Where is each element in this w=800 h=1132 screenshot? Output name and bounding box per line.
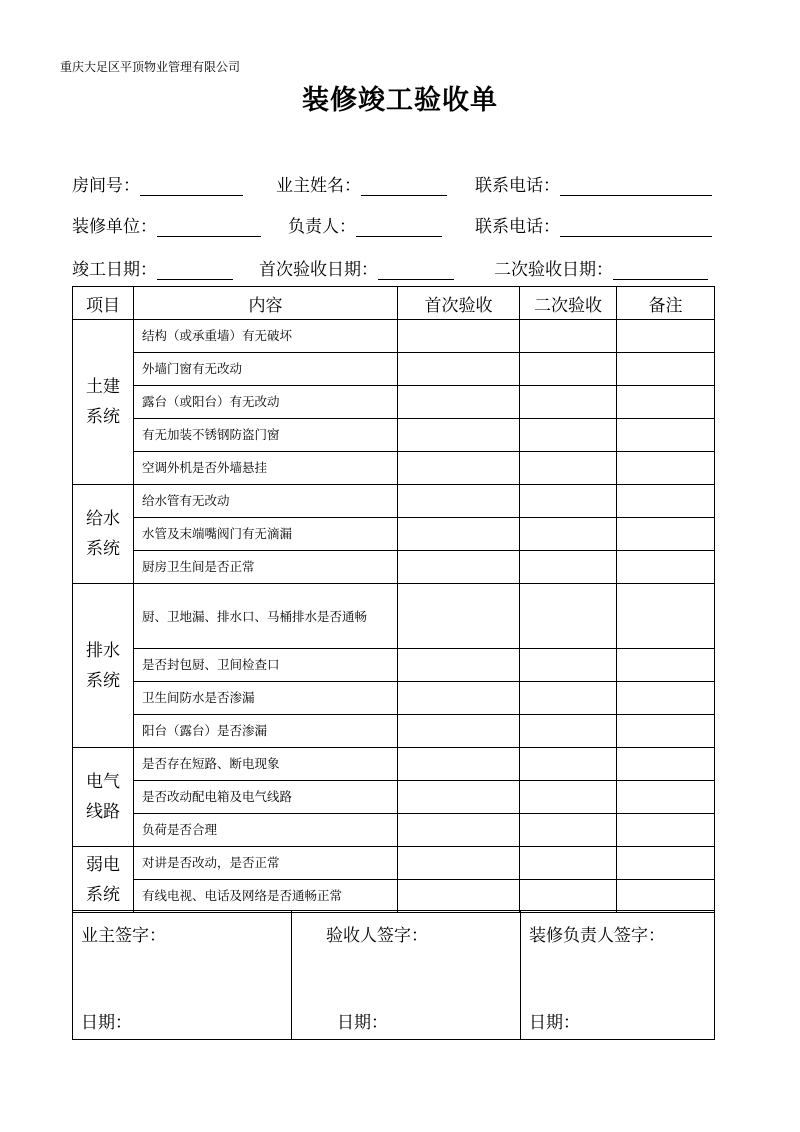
person-in-charge-blank[interactable] xyxy=(356,218,442,237)
first-check-cell[interactable] xyxy=(398,847,520,880)
second-inspect-date-label: 二次验收日期： xyxy=(494,260,613,280)
second-check-cell[interactable] xyxy=(520,584,617,649)
owner-signature-cell[interactable] xyxy=(73,911,292,1040)
item-text: 结构（或承重墙）有无破坏 xyxy=(134,320,398,353)
second-check-cell[interactable] xyxy=(520,485,617,518)
remark-cell[interactable] xyxy=(617,847,715,880)
first-check-cell[interactable] xyxy=(398,518,520,551)
header-item: 项目 xyxy=(73,287,134,320)
first-check-cell[interactable] xyxy=(398,551,520,584)
second-check-cell[interactable] xyxy=(520,320,617,353)
remark-cell[interactable] xyxy=(617,682,715,715)
second-check-cell[interactable] xyxy=(520,781,617,814)
item-text: 是否存在短路、断电现象 xyxy=(134,748,398,781)
table-row xyxy=(73,353,715,386)
second-check-cell[interactable] xyxy=(520,847,617,880)
table-row xyxy=(73,386,715,419)
remark-cell[interactable] xyxy=(617,419,715,452)
second-check-cell[interactable] xyxy=(520,715,617,748)
second-check-cell[interactable] xyxy=(520,880,617,913)
table-row xyxy=(73,814,715,847)
remark-cell[interactable] xyxy=(617,452,715,485)
category-civil: 土建 系统 xyxy=(73,320,134,485)
header-second-inspection: 二次验收 xyxy=(520,287,617,320)
remark-cell[interactable] xyxy=(617,353,715,386)
first-check-cell[interactable] xyxy=(398,452,520,485)
first-check-cell[interactable] xyxy=(398,781,520,814)
first-check-cell[interactable] xyxy=(398,419,520,452)
table-row xyxy=(73,880,715,913)
remark-cell[interactable] xyxy=(617,748,715,781)
item-text: 空调外机是否外墙悬挂 xyxy=(134,452,398,485)
first-check-cell[interactable] xyxy=(398,649,520,682)
company-name: 重庆大足区平顶物业管理有限公司 xyxy=(60,60,241,74)
first-check-cell[interactable] xyxy=(398,320,520,353)
category-water-supply: 给水 系统 xyxy=(73,485,134,584)
inspector-date-label: 日期： xyxy=(337,1013,388,1033)
item-text: 卫生间防水是否渗漏 xyxy=(134,682,398,715)
phone-1-blank[interactable] xyxy=(560,177,712,196)
item-text: 给水管有无改动 xyxy=(134,485,398,518)
completion-date-blank[interactable] xyxy=(157,261,233,280)
owner-date-label: 日期： xyxy=(81,1013,132,1033)
remark-cell[interactable] xyxy=(617,518,715,551)
item-text: 是否封包厨、卫间检查口 xyxy=(134,649,398,682)
decor-unit-blank[interactable] xyxy=(157,218,261,237)
remark-cell[interactable] xyxy=(617,320,715,353)
second-check-cell[interactable] xyxy=(520,814,617,847)
table-row xyxy=(73,847,715,880)
table-row xyxy=(73,781,715,814)
owner-signature-label: 业主签字： xyxy=(81,926,166,946)
phone-1-label: 联系电话： xyxy=(475,176,560,196)
second-check-cell[interactable] xyxy=(520,551,617,584)
item-text: 外墙门窗有无改动 xyxy=(134,353,398,386)
page-title: 装修竣工验收单 xyxy=(302,85,498,116)
owner-name-blank[interactable] xyxy=(361,177,447,196)
second-check-cell[interactable] xyxy=(520,682,617,715)
item-text: 厨房卫生间是否正常 xyxy=(134,551,398,584)
header-remarks: 备注 xyxy=(617,287,715,320)
person-in-charge-label: 负责人： xyxy=(288,217,356,237)
first-check-cell[interactable] xyxy=(398,485,520,518)
remark-cell[interactable] xyxy=(617,880,715,913)
remark-cell[interactable] xyxy=(617,781,715,814)
first-check-cell[interactable] xyxy=(398,584,520,649)
item-text: 负荷是否合理 xyxy=(134,814,398,847)
first-check-cell[interactable] xyxy=(398,880,520,913)
table-row xyxy=(73,452,715,485)
item-text: 有线电视、电话及网络是否通畅正常 xyxy=(134,880,398,913)
owner-name-label: 业主姓名： xyxy=(276,176,361,196)
room-no-label: 房间号： xyxy=(72,176,140,196)
first-check-cell[interactable] xyxy=(398,715,520,748)
inspection-table xyxy=(72,286,715,913)
remark-cell[interactable] xyxy=(617,551,715,584)
phone-2-label: 联系电话： xyxy=(475,217,560,237)
decor-manager-signature-label: 装修负责人签字： xyxy=(529,926,665,946)
completion-date-label: 竣工日期： xyxy=(72,260,157,280)
table-row xyxy=(73,715,715,748)
header-first-inspection: 首次验收 xyxy=(398,287,520,320)
remark-cell[interactable] xyxy=(617,715,715,748)
header-content: 内容 xyxy=(134,287,398,320)
first-check-cell[interactable] xyxy=(398,353,520,386)
category-drainage: 排水 系统 xyxy=(73,584,134,748)
table-row xyxy=(73,584,715,649)
table-row xyxy=(73,419,715,452)
second-check-cell[interactable] xyxy=(520,386,617,419)
second-check-cell[interactable] xyxy=(520,748,617,781)
room-no-blank[interactable] xyxy=(140,177,243,196)
signature-table xyxy=(72,910,715,1040)
first-check-cell[interactable] xyxy=(398,748,520,781)
category-low-voltage: 弱电 系统 xyxy=(73,847,134,913)
first-inspect-date-label: 首次验收日期： xyxy=(259,260,378,280)
first-check-cell[interactable] xyxy=(398,386,520,419)
first-check-cell[interactable] xyxy=(398,682,520,715)
table-row xyxy=(73,551,715,584)
item-text: 露台（或阳台）有无改动 xyxy=(134,386,398,419)
item-text: 厨、卫地漏、排水口、马桶排水是否通畅 xyxy=(134,584,398,649)
category-electrical: 电气 线路 xyxy=(73,748,134,847)
decor-manager-signature-cell[interactable] xyxy=(521,911,715,1040)
remark-cell[interactable] xyxy=(617,386,715,419)
inspector-signature-label: 验收人签字： xyxy=(326,926,428,946)
item-text: 是否改动配电箱及电气线路 xyxy=(134,781,398,814)
table-row xyxy=(73,682,715,715)
item-text: 水管及末端嘴阀门有无滴漏 xyxy=(134,518,398,551)
item-text: 对讲是否改动，是否正常 xyxy=(134,847,398,880)
table-row xyxy=(73,485,715,518)
second-check-cell[interactable] xyxy=(520,419,617,452)
item-text: 阳台（露台）是否渗漏 xyxy=(134,715,398,748)
second-check-cell[interactable] xyxy=(520,649,617,682)
second-inspect-date-blank[interactable] xyxy=(613,261,708,280)
item-text: 有无加装不锈钢防盗门窗 xyxy=(134,419,398,452)
remark-cell[interactable] xyxy=(617,584,715,649)
remark-cell[interactable] xyxy=(617,814,715,847)
second-check-cell[interactable] xyxy=(520,518,617,551)
first-check-cell[interactable] xyxy=(398,814,520,847)
decor-unit-label: 装修单位： xyxy=(72,217,157,237)
inspector-signature-cell[interactable] xyxy=(292,911,521,1040)
decor-manager-date-label: 日期： xyxy=(529,1013,580,1033)
table-row xyxy=(73,518,715,551)
first-inspect-date-blank[interactable] xyxy=(378,261,454,280)
second-check-cell[interactable] xyxy=(520,452,617,485)
table-header-row xyxy=(73,287,715,320)
table-row xyxy=(73,748,715,781)
phone-2-blank[interactable] xyxy=(560,218,712,237)
remark-cell[interactable] xyxy=(617,649,715,682)
second-check-cell[interactable] xyxy=(520,353,617,386)
table-row xyxy=(73,320,715,353)
table-row xyxy=(73,649,715,682)
remark-cell[interactable] xyxy=(617,485,715,518)
